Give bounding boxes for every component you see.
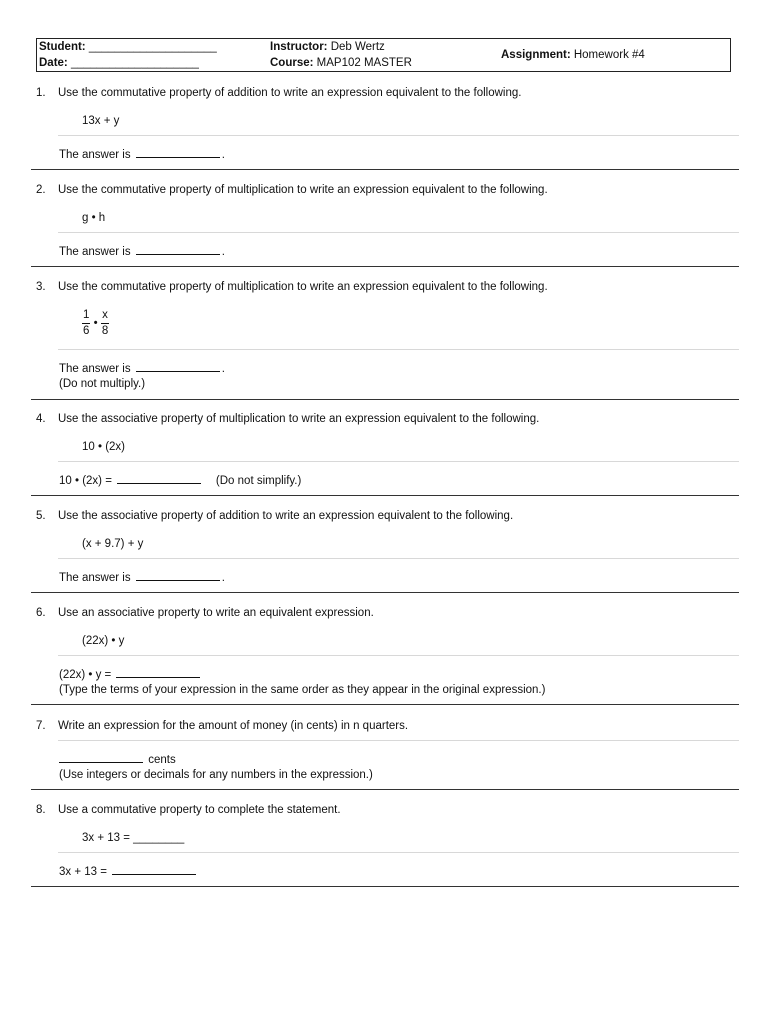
answer-line	[59, 862, 198, 879]
answer-suffix: .	[221, 572, 225, 584]
question-number: 2.	[36, 184, 46, 196]
divider	[58, 135, 739, 136]
question-separator	[31, 266, 739, 267]
question-separator	[31, 704, 739, 705]
divider	[58, 740, 739, 741]
fraction-x-eighth	[101, 308, 109, 339]
answer-prefix: (22x) • y =	[59, 669, 112, 681]
question-text: Use an associative property to write an equivalent expression.	[58, 607, 374, 619]
question-expression: 13x + y	[82, 115, 120, 127]
question-text: Use the associative property of multiplication to write an expression equivalent to the following.	[58, 413, 540, 425]
question-separator	[31, 495, 739, 496]
answer-prefix: 10 • (2x) =	[59, 475, 112, 487]
question-text: Use the commutative property of addition to write an expression equivalent to the following.	[58, 87, 522, 99]
date-blank: ____________________	[70, 57, 199, 69]
answer-prefix: The answer is	[59, 246, 131, 258]
answer-line	[59, 750, 176, 767]
assignment-row	[501, 48, 645, 63]
assignment-header	[36, 38, 731, 72]
divider	[58, 461, 739, 462]
assignment-label: Assignment:	[501, 49, 571, 61]
answer-prefix: 3x + 13 =	[59, 866, 107, 878]
question-separator	[31, 399, 739, 400]
date-row	[39, 56, 199, 71]
answer-line	[59, 568, 225, 585]
answer-blank[interactable]	[136, 359, 220, 372]
answer-line	[59, 242, 225, 259]
answer-blank[interactable]	[136, 242, 220, 255]
instruction-note: (Use integers or decimals for any numbers in the expression.)	[59, 769, 373, 781]
divider	[58, 852, 739, 853]
answer-suffix: .	[221, 363, 225, 375]
student-row	[39, 40, 217, 55]
student-blank: ____________________	[88, 41, 217, 53]
course-label: Course:	[270, 57, 314, 69]
answer-suffix: .	[221, 246, 225, 258]
question-number: 7.	[36, 720, 46, 732]
multiply-dot: •	[93, 317, 98, 330]
instructor-label: Instructor:	[270, 41, 328, 53]
answer-suffix: cents	[148, 754, 176, 766]
divider	[58, 655, 739, 656]
answer-blank[interactable]	[136, 145, 220, 158]
question-expression: 10 • (2x)	[82, 441, 126, 453]
question-expression: (x + 9.7) + y	[82, 538, 144, 550]
question-text: Use the associative property of addition to write an expression equivalent to the following.	[58, 510, 514, 522]
answer-suffix: .	[221, 149, 225, 161]
instruction-note: (Do not multiply.)	[59, 378, 146, 390]
question-7-prompt	[31, 719, 408, 733]
question-number: 1.	[36, 87, 46, 99]
answer-blank[interactable]	[112, 862, 196, 875]
question-number: 6.	[36, 607, 46, 619]
question-expression: g • h	[82, 212, 106, 224]
answer-note: (Do not simplify.)	[215, 475, 302, 487]
answer-blank[interactable]	[59, 750, 143, 763]
assignment-value: Homework #4	[573, 49, 645, 61]
fraction-denominator: 8	[101, 325, 109, 337]
answer-blank[interactable]	[136, 568, 220, 581]
instructor-row	[270, 40, 385, 55]
question-separator	[31, 592, 739, 593]
question-4-prompt	[31, 412, 539, 426]
question-5-prompt	[31, 509, 513, 523]
question-2-prompt	[31, 183, 548, 197]
question-text: Use a commutative property to complete the statement.	[58, 804, 341, 816]
answer-line	[59, 145, 225, 162]
question-text: Use the commutative property of multiplication to write an expression equivalent to the following.	[58, 184, 548, 196]
answer-line	[59, 665, 202, 682]
student-label: Student:	[39, 41, 86, 53]
question-3-prompt	[31, 280, 548, 294]
question-number: 4.	[36, 413, 46, 425]
question-number: 8.	[36, 804, 46, 816]
question-text: Use the commutative property of multiplication to write an expression equivalent to the following.	[58, 281, 548, 293]
question-6-prompt	[31, 606, 374, 620]
fraction-numerator: 1	[82, 308, 90, 324]
question-text: Write an expression for the amount of money (in cents) in n quarters.	[58, 720, 409, 732]
answer-blank[interactable]	[117, 471, 201, 484]
fraction-numerator: x	[101, 308, 109, 324]
question-separator	[31, 886, 739, 887]
divider	[58, 558, 739, 559]
date-label: Date:	[39, 57, 68, 69]
instruction-note: (Type the terms of your expression in the same order as they appear in the original expression.)	[59, 684, 546, 696]
answer-blank[interactable]	[116, 665, 200, 678]
question-separator	[31, 789, 739, 790]
divider	[58, 349, 739, 350]
question-number: 3.	[36, 281, 46, 293]
course-row	[270, 56, 412, 71]
answer-prefix: The answer is	[59, 149, 131, 161]
course-value: MAP102 MASTER	[316, 57, 412, 69]
question-expression: (22x) • y	[82, 635, 125, 647]
answer-line	[59, 359, 225, 376]
question-expression	[82, 308, 109, 339]
answer-line	[59, 471, 301, 488]
question-separator	[31, 169, 739, 170]
fraction-denominator: 6	[83, 325, 90, 337]
fraction-one-sixth	[82, 308, 90, 339]
divider	[58, 232, 739, 233]
answer-prefix: The answer is	[59, 572, 131, 584]
question-expression: 3x + 13 = ________	[82, 832, 185, 844]
answer-prefix: The answer is	[59, 363, 131, 375]
instructor-value: Deb Wertz	[330, 41, 385, 53]
question-number: 5.	[36, 510, 46, 522]
question-8-prompt	[31, 803, 341, 817]
question-1-prompt	[31, 86, 521, 100]
